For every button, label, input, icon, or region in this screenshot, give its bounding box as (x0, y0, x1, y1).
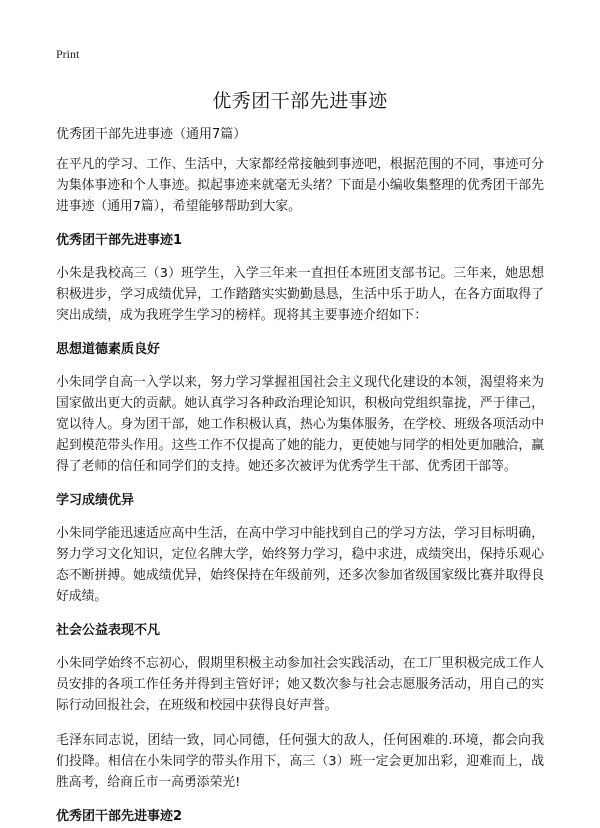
intro-paragraph: 在平凡的学习、工作、生活中，大家都经常接触到事迹吧，根据范围的不同，事迹可分为集体事迹和个人事迹。拟起事迹来就毫无头绪？下面是小编收集整理的优秀团干部先进事迹（通用7篇），希望能够帮助到大家。 (56, 157, 544, 214)
document-subtitle: 优秀团干部先进事迹（通用7篇） (56, 127, 247, 142)
section-heading: 学习成绩优异 (56, 493, 135, 508)
section-heading: 社会公益表现不凡 (56, 623, 161, 638)
section-heading: 优秀团干部先进事迹2 (56, 809, 183, 824)
section-5 (56, 807, 544, 827)
section-paragraph: 小朱同学始终不忘初心，假期里积极主动参加社会实践活动，在工厂里积极完成工作人员安排的各项工作任务并得到主管好评；她又数次参与社会志愿服务活动，用自己的实际行动回报社会，在班级和校园中获得良好声誉。 (56, 656, 544, 713)
section-1 (56, 231, 544, 326)
section-heading: 思想道德素质良好 (56, 342, 161, 357)
section-paragraph: 毛泽东同志说，团结一致，同心同德，任何强大的敌人，任何困难的.环境，都会向我们投降。相信在小朱同学的带头作用下，高三（3）班一定会更加出彩，迎难而上，战胜高考，给商丘市一高勇添荣光! (56, 733, 544, 790)
print-label: Print (56, 47, 80, 61)
section-paragraph: 小朱是我校高三（3）班学生，入学三年来一直担任本班团支部书记。三年来，她思想积极进步，学习成绩优异，工作踏踏实实勤勤恳恳，生活中乐于助人，在各方面取得了突出成绩，成为我班学生学习的榜样。现将其主要事迹介绍如下： (56, 266, 544, 323)
section-3 (56, 491, 544, 607)
section-paragraph: 小朱同学自高一入学以来，努力学习掌握祖国社会主义现代化建设的本领，渴望将来为国家做出更大的贡献。她认真学习各种政治理论知识，积极向党组织靠拢，严于律己，宽以待人。身为团干部，她工作积极认真，热心为集体服务，在学校、班级各项活动中起到模范带头作用。这些工作不仅提高了她的能力，更使她与同学的相处更加融洽，赢得了老师的信任和同学们的支持。她还多次被评为优秀学生干部、优秀团干部等。 (56, 375, 544, 474)
section-2 (56, 340, 544, 477)
section-paragraph: 小朱同学能迅速适应高中生活，在高中学习中能找到自己的学习方法，学习目标明确，努力学习文化知识，定位名牌大学，始终努力学习，稳中求进，成绩突出，保持乐观心态不断拼搏。她成绩优异，始终保持在年级前列，还多次参加省级国家级比赛并取得良好成绩。 (56, 526, 544, 604)
section-4 (56, 621, 544, 793)
page-title: 优秀团干部先进事迹 (212, 90, 388, 112)
section-heading: 优秀团干部先进事迹1 (56, 233, 183, 248)
